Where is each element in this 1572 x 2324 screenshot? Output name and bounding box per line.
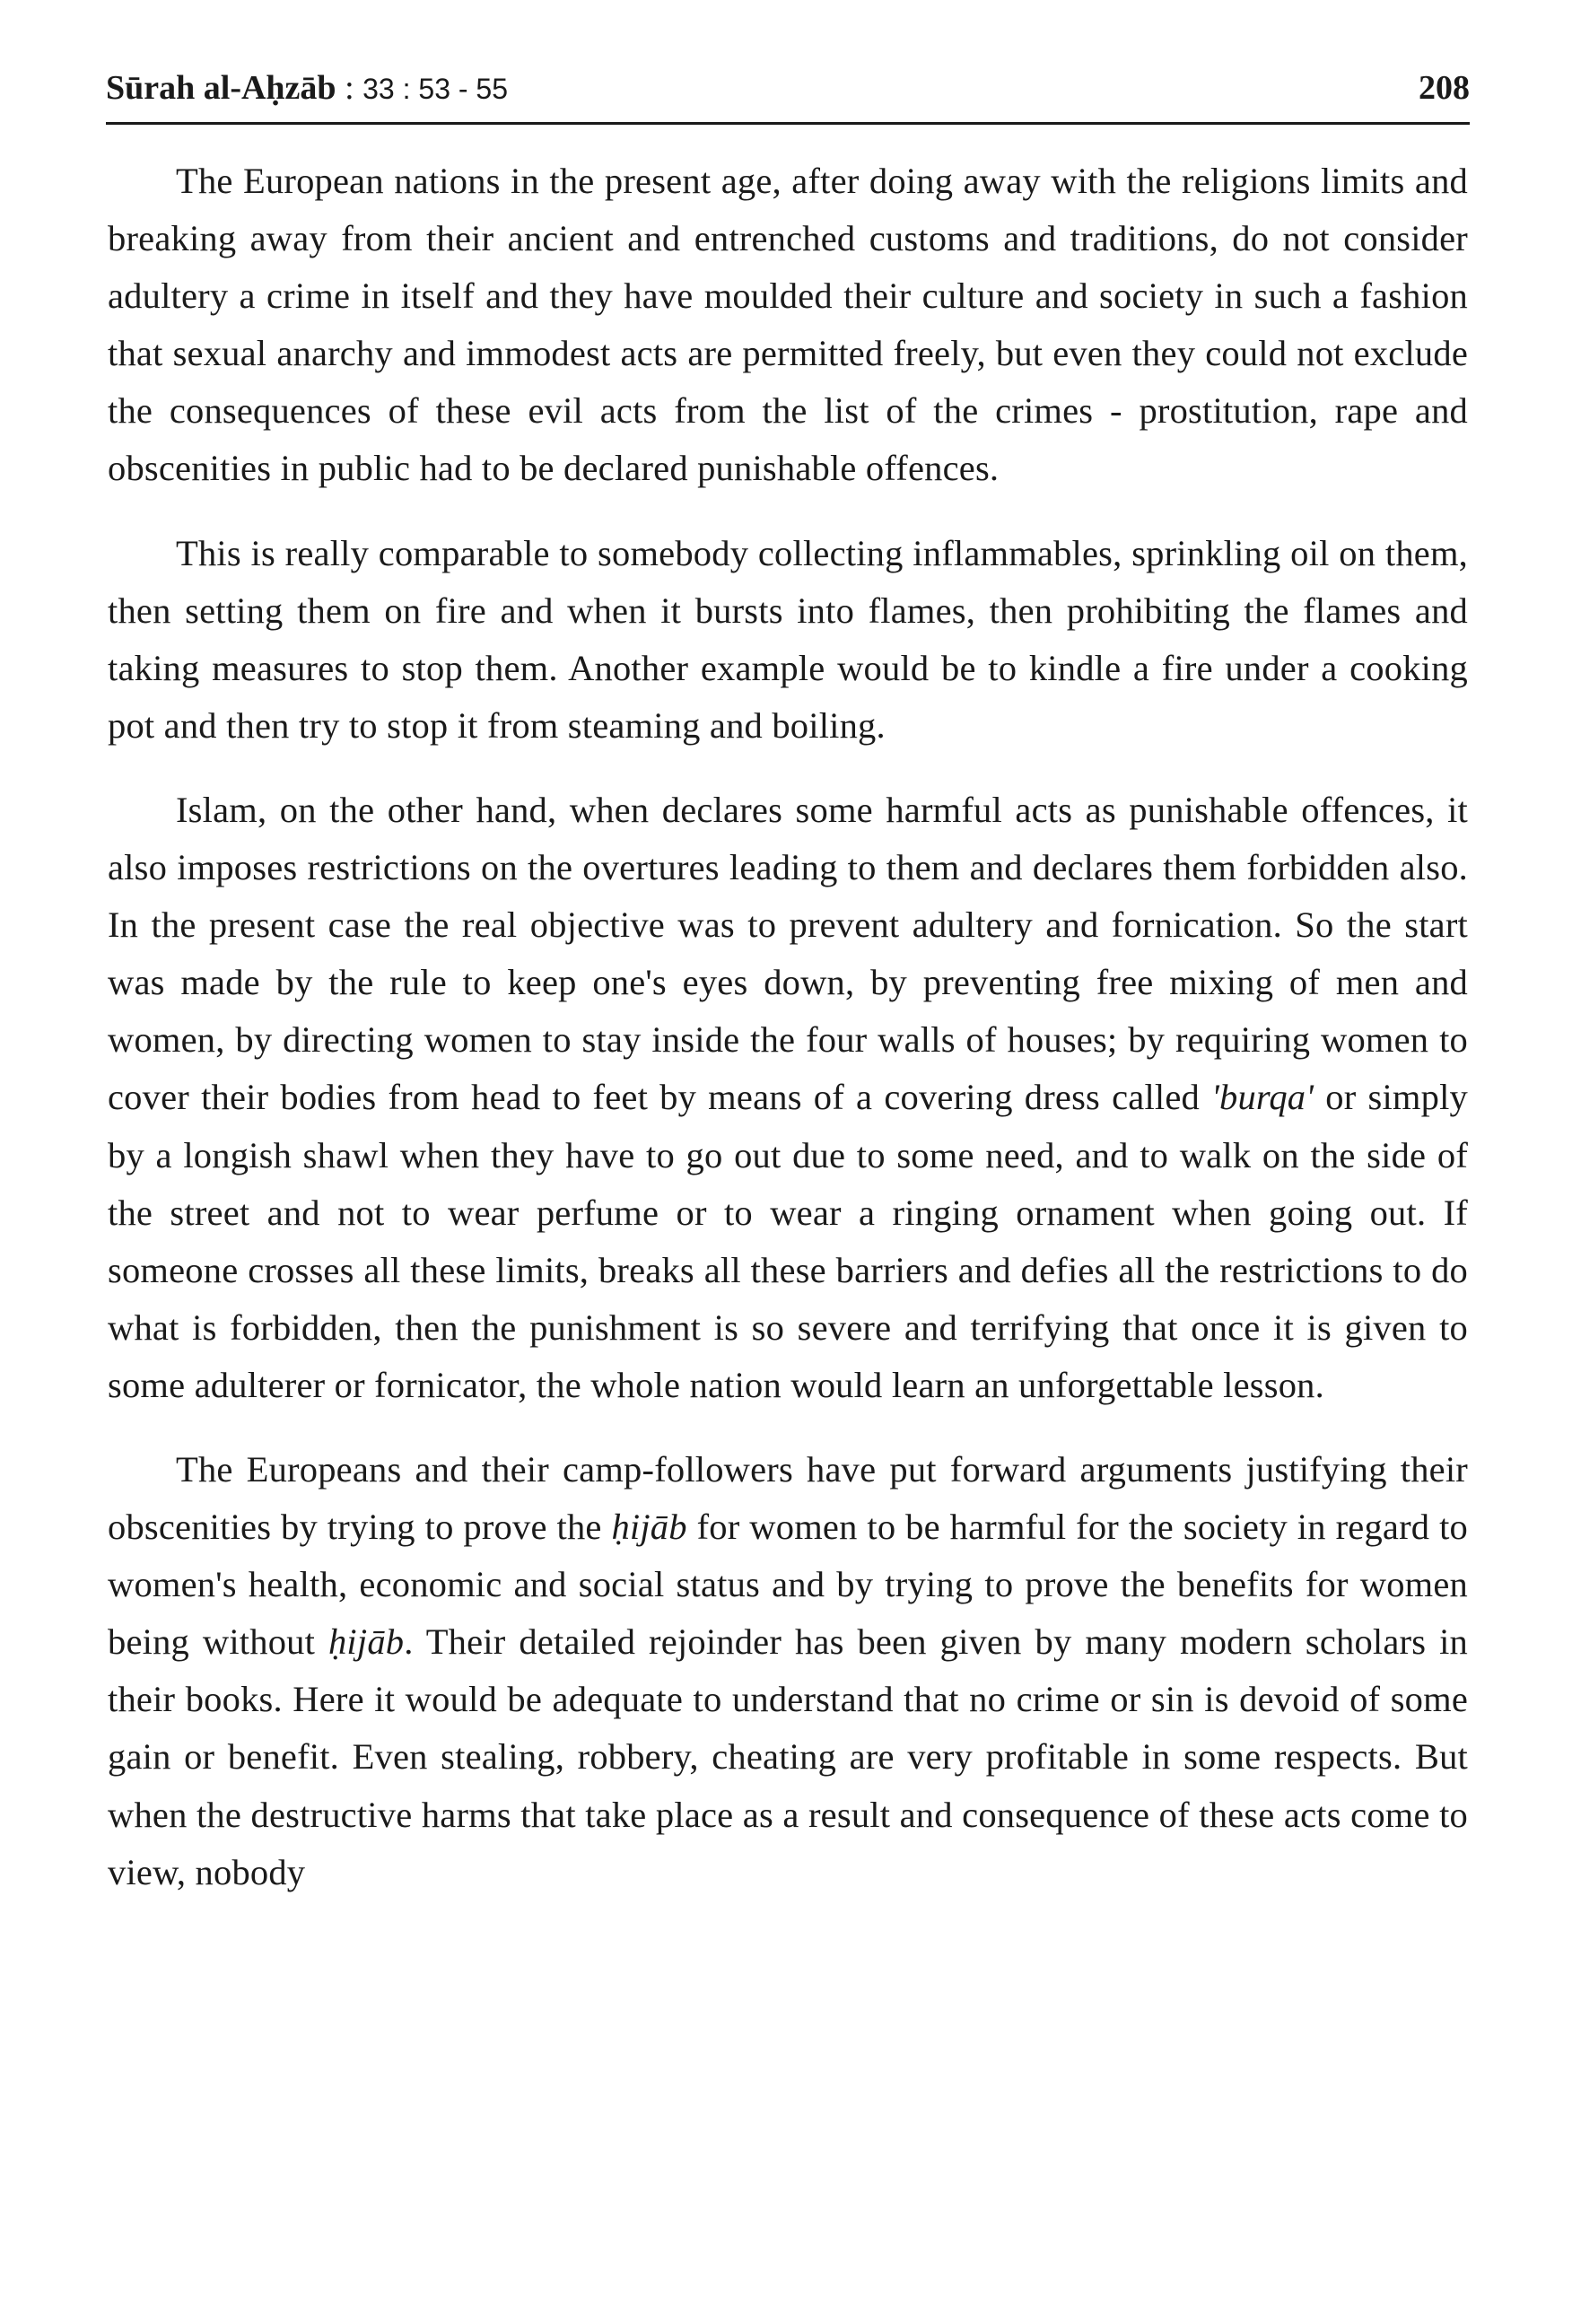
body-text — [108, 153, 1468, 1928]
page-header — [106, 61, 1470, 115]
verse-range: 33 : 53 - 55 — [362, 73, 509, 105]
term-burqa: 'burqa' — [1211, 1077, 1314, 1118]
header-separator: : — [336, 69, 363, 107]
paragraph-3 — [108, 782, 1468, 1414]
header-divider — [106, 122, 1470, 125]
paragraph-2: This is really comparable to somebody collecting inflammables, sprinkling oil on them, then setting them on fire and when it bursts into flames, then prohibiting the flames and taking measures to stop them. Another example would be to kindle a fire under a cooking pot and then try to stop it from steaming and boiling. — [108, 532, 1468, 746]
page-number: 208 — [1419, 69, 1470, 107]
paragraph-4-text-c: . Their detailed rejoinder has been given by many modern scholars in their books. Here it would be adequate to understand that no crime or sin is devoid of some gain or benefit. Even stealing, robbery, cheating are very profitable in some respects. But when the destructive harms that take place as a result and consequence of these acts come to view, nobody — [108, 1621, 1468, 1892]
paragraph-4 — [108, 1441, 1468, 1901]
paragraph-1: The European nations in the present age, after doing away with the religions limits and breaking away from their ancient and entrenched customs and traditions, do not consider adultery a crime in itself and they have moulded their culture and society in such a fashion that sexual anarchy and immodest acts are permitted freely, but even they could not exclude the consequences of these evil acts from the list of the crimes - prostitution, rape and obscenities in public had to be declared punishable offences. — [108, 161, 1468, 489]
paragraph-3-text-a: Islam, on the other hand, when declares some harmful acts as punishable offences, it also imposes restrictions on the overtures leading to them and declares them forbidden also. In the present case the real objective was to prevent adultery and fornication. So the start was made by the rule to keep one's eyes down, by preventing free mixing of men and women, by directing women to stay inside the four walls of houses; by requiring women to cover their bodies from head to feet by means of a covering dress called — [108, 789, 1468, 1118]
term-hijab-2: ḥijāb — [328, 1621, 405, 1663]
paragraph-4-text-a: The Europeans and their camp-followers have put forward arguments justifying their obscenities by trying to prove the — [108, 1448, 1468, 1548]
running-head — [106, 61, 508, 116]
term-hijab-1: ḥijāb — [611, 1507, 687, 1548]
paragraph-4-text-b: for women to be harmful for the society in regard to women's health, economic and social status and by trying to prove the benefits for women being without — [108, 1507, 1468, 1663]
paragraph-3-text-b: or simply by a longish shawl when they have to go out due to some need, and to walk on the side of the street and not to wear perfume or to wear a ringing ornament when going out. If someone crosses all these limits, breaks all these barriers and defies all the restrictions to do what is forbidden, then the punishment is so severe and terrifying that once it is given to some adulterer or fornicator, the whole nation would learn an unforgettable lesson. — [108, 1077, 1468, 1405]
surah-name: Sūrah al-Aḥzāb — [106, 69, 336, 107]
